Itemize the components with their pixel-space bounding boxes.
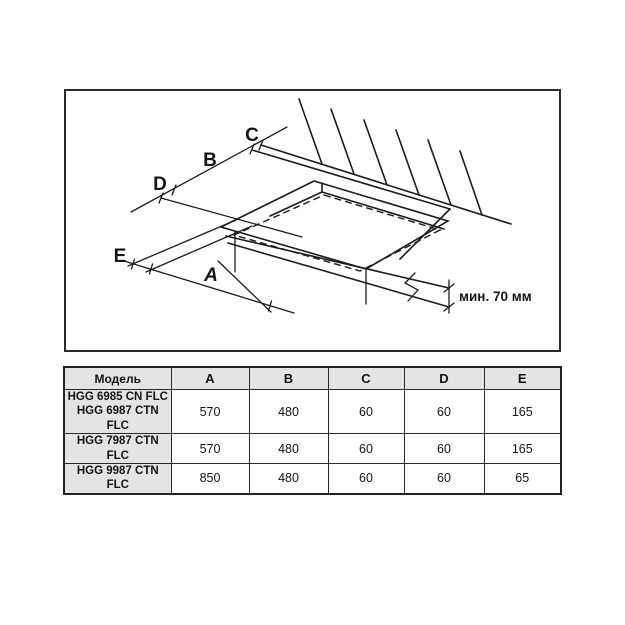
value-a: 570 [171, 434, 249, 464]
min-70mm-note: мин. 70 мм [459, 289, 532, 304]
worktop-cutout-drawing [66, 91, 559, 350]
label-e: E [113, 246, 127, 267]
table-row [64, 390, 561, 434]
value-d: 60 [404, 390, 484, 434]
table-row [64, 434, 561, 464]
value-c: 60 [328, 390, 404, 434]
installation-diagram [64, 89, 561, 352]
model-name: HGG 6985 CN FLC HGG 6987 CTN FLC [64, 390, 171, 434]
table-row [64, 463, 561, 493]
value-e: 165 [484, 390, 561, 434]
hob-dashed-outline [234, 195, 440, 271]
value-e: 165 [484, 434, 561, 464]
value-d: 60 [404, 434, 484, 464]
model-name: HGG 7987 CTN FLC [64, 434, 171, 464]
col-header-a: A [171, 367, 249, 390]
col-header-e: E [484, 367, 561, 390]
value-e: 65 [484, 463, 561, 493]
value-d: 60 [404, 463, 484, 493]
col-header-c: C [328, 367, 404, 390]
value-b: 480 [249, 390, 328, 434]
table-header-row [64, 367, 561, 390]
value-c: 60 [328, 463, 404, 493]
value-a: 570 [171, 390, 249, 434]
value-a: 850 [171, 463, 249, 493]
label-b: B [203, 150, 217, 171]
dimension-min-70 [444, 280, 454, 313]
label-a: A [204, 265, 218, 286]
label-d: D [153, 174, 167, 195]
value-c: 60 [328, 434, 404, 464]
wall-hatching-icon [299, 99, 482, 215]
label-c: C [245, 125, 259, 146]
col-header-d: D [404, 367, 484, 390]
value-b: 480 [249, 434, 328, 464]
dimensions-table [63, 366, 562, 495]
col-header-b: B [249, 367, 328, 390]
model-name: HGG 9987 CTN FLC [64, 463, 171, 493]
col-header-model: Модель [64, 367, 171, 390]
value-b: 480 [249, 463, 328, 493]
